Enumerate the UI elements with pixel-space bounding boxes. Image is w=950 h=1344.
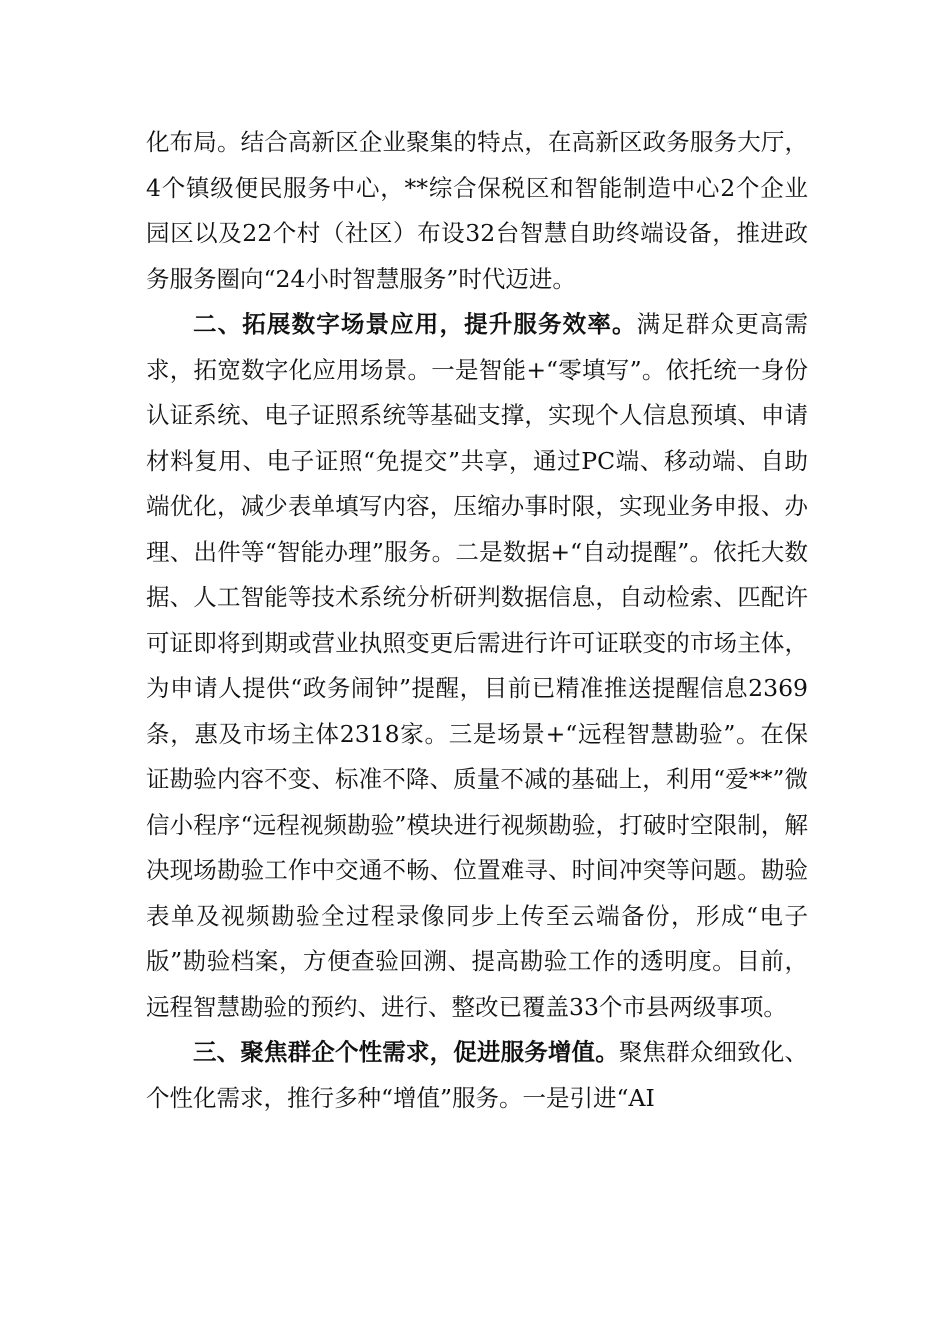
paragraph-1 xyxy=(146,120,808,302)
paragraph-2-text: 满足群众更高需求，拓宽数字化应用场景。一是智能+“零填写”。依托统一身份认证系统、电子证照系统等基础支撑，实现个人信息预填、申请材料复用、电子证照“免提交”共享，通过PC端、移动端、自助端优化，减少表单填写内容，压缩办事时限，实现业务申报、办理、出件等“智能办理”服务。二是数据+“自动提醒”。依托大数据、人工智能等技术系统分析研判数据信息，自动检索、匹配许可证即将到期或营业执照变更后需进行许可证联变的市场主体，为申请人提供“政务闹钟”提醒，目前已精准推送提醒信息2369条，惠及市场主体2318家。三是场景+“远程智慧勘验”。在保证勘验内容不变、标准不降、质量不减的基础上，利用“爱**”微信小程序“远程视频勘验”模块进行视频勘验，打破时空限制，解决现场勘验工作中交通不畅、位置难寻、时间冲突等问题。勘验表单及视频勘验全过程录像同步上传至云端备份，形成“电子版”勘验档案，方便查验回溯、提高勘验工作的透明度。目前，远程智慧勘验的预约、进行、整改已覆盖33个市县两级事项。 xyxy=(146,310,808,1021)
document-body xyxy=(146,120,808,1121)
paragraph-1-text: 化布局。结合高新区企业聚集的特点，在高新区政务服务大厅，4个镇级便民服务中心，**综合保税区和智能制造中心2个企业园区以及22个村（社区）布设32台智慧自助终端设备，推进政务服务圈向“24小时智慧服务”时代迈进。 xyxy=(146,128,808,293)
section-heading-3: 三、聚焦群企个性需求，促进服务增值。 xyxy=(193,1038,619,1066)
section-heading-2: 二、拓展数字场景应用，提升服务效率。 xyxy=(193,310,637,338)
paragraph-3 xyxy=(146,1030,808,1121)
paragraph-2 xyxy=(146,302,808,1030)
paragraph-3-text: 聚焦群众细致化、个性化需求，推行多种“增值”服务。一是引进“AI xyxy=(146,1038,809,1112)
